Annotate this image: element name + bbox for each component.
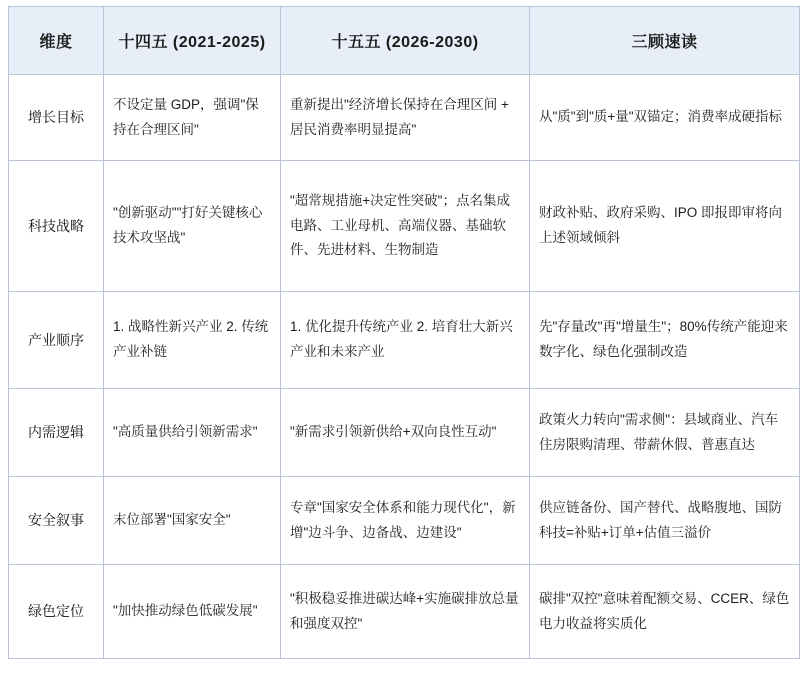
cell-plan15: 1. 优化提升传统产业 2. 培育壮大新兴产业和未来产业 bbox=[281, 292, 530, 389]
cell-note: 先"存量改"再"增量生"；80%传统产能迎来数字化、绿色化强制改造 bbox=[530, 292, 800, 389]
cell-note: 财政补贴、政府采购、IPO 即报即审将向上述领域倾斜 bbox=[530, 161, 800, 292]
cell-plan14: 不设定量 GDP，强调"保持在合理区间" bbox=[104, 75, 281, 161]
five-year-plan-comparison-table bbox=[8, 6, 800, 659]
cell-dimension: 内需逻辑 bbox=[9, 389, 104, 477]
cell-note: 供应链备份、国产替代、战略腹地、国防科技=补贴+订单+估值三溢价 bbox=[530, 477, 800, 565]
column-header-note: 三顾速读 bbox=[530, 7, 800, 75]
cell-plan15: 专章"国家安全体系和能力现代化"，新增"边斗争、边备战、边建设" bbox=[281, 477, 530, 565]
cell-plan15: "积极稳妥推进碳达峰+实施碳排放总量和强度双控" bbox=[281, 565, 530, 659]
column-header-plan14: 十四五 (2021-2025) bbox=[104, 7, 281, 75]
cell-plan14: "加快推动绿色低碳发展" bbox=[104, 565, 281, 659]
column-header-plan15: 十五五 (2026-2030) bbox=[281, 7, 530, 75]
table-row bbox=[9, 565, 800, 659]
table-row bbox=[9, 292, 800, 389]
cell-dimension: 绿色定位 bbox=[9, 565, 104, 659]
table-header bbox=[9, 7, 800, 75]
cell-plan14: 1. 战略性新兴产业 2. 传统产业补链 bbox=[104, 292, 281, 389]
table-row bbox=[9, 75, 800, 161]
table-row bbox=[9, 477, 800, 565]
cell-plan14: "创新驱动""打好关键核心技术攻坚战" bbox=[104, 161, 281, 292]
cell-dimension: 增长目标 bbox=[9, 75, 104, 161]
table-row bbox=[9, 161, 800, 292]
cell-plan14: "高质量供给引领新需求" bbox=[104, 389, 281, 477]
cell-plan15: 重新提出"经济增长保持在合理区间 + 居民消费率明显提高" bbox=[281, 75, 530, 161]
cell-note: 从"质"到"质+量"双锚定；消费率成硬指标 bbox=[530, 75, 800, 161]
cell-dimension: 安全叙事 bbox=[9, 477, 104, 565]
cell-plan14: 末位部署"国家安全" bbox=[104, 477, 281, 565]
cell-dimension: 产业顺序 bbox=[9, 292, 104, 389]
cell-plan15: "新需求引领新供给+双向良性互动" bbox=[281, 389, 530, 477]
cell-note: 政策火力转向"需求侧"：县域商业、汽车住房限购清理、带薪休假、普惠直达 bbox=[530, 389, 800, 477]
cell-plan15: "超常规措施+决定性突破"；点名集成电路、工业母机、高端仪器、基础软件、先进材料、生物制造 bbox=[281, 161, 530, 292]
column-header-dimension: 维度 bbox=[9, 7, 104, 75]
table-row bbox=[9, 389, 800, 477]
cell-note: 碳排"双控"意味着配额交易、CCER、绿色电力收益将实质化 bbox=[530, 565, 800, 659]
cell-dimension: 科技战略 bbox=[9, 161, 104, 292]
table-header-row bbox=[9, 7, 800, 75]
table-body bbox=[9, 75, 800, 659]
